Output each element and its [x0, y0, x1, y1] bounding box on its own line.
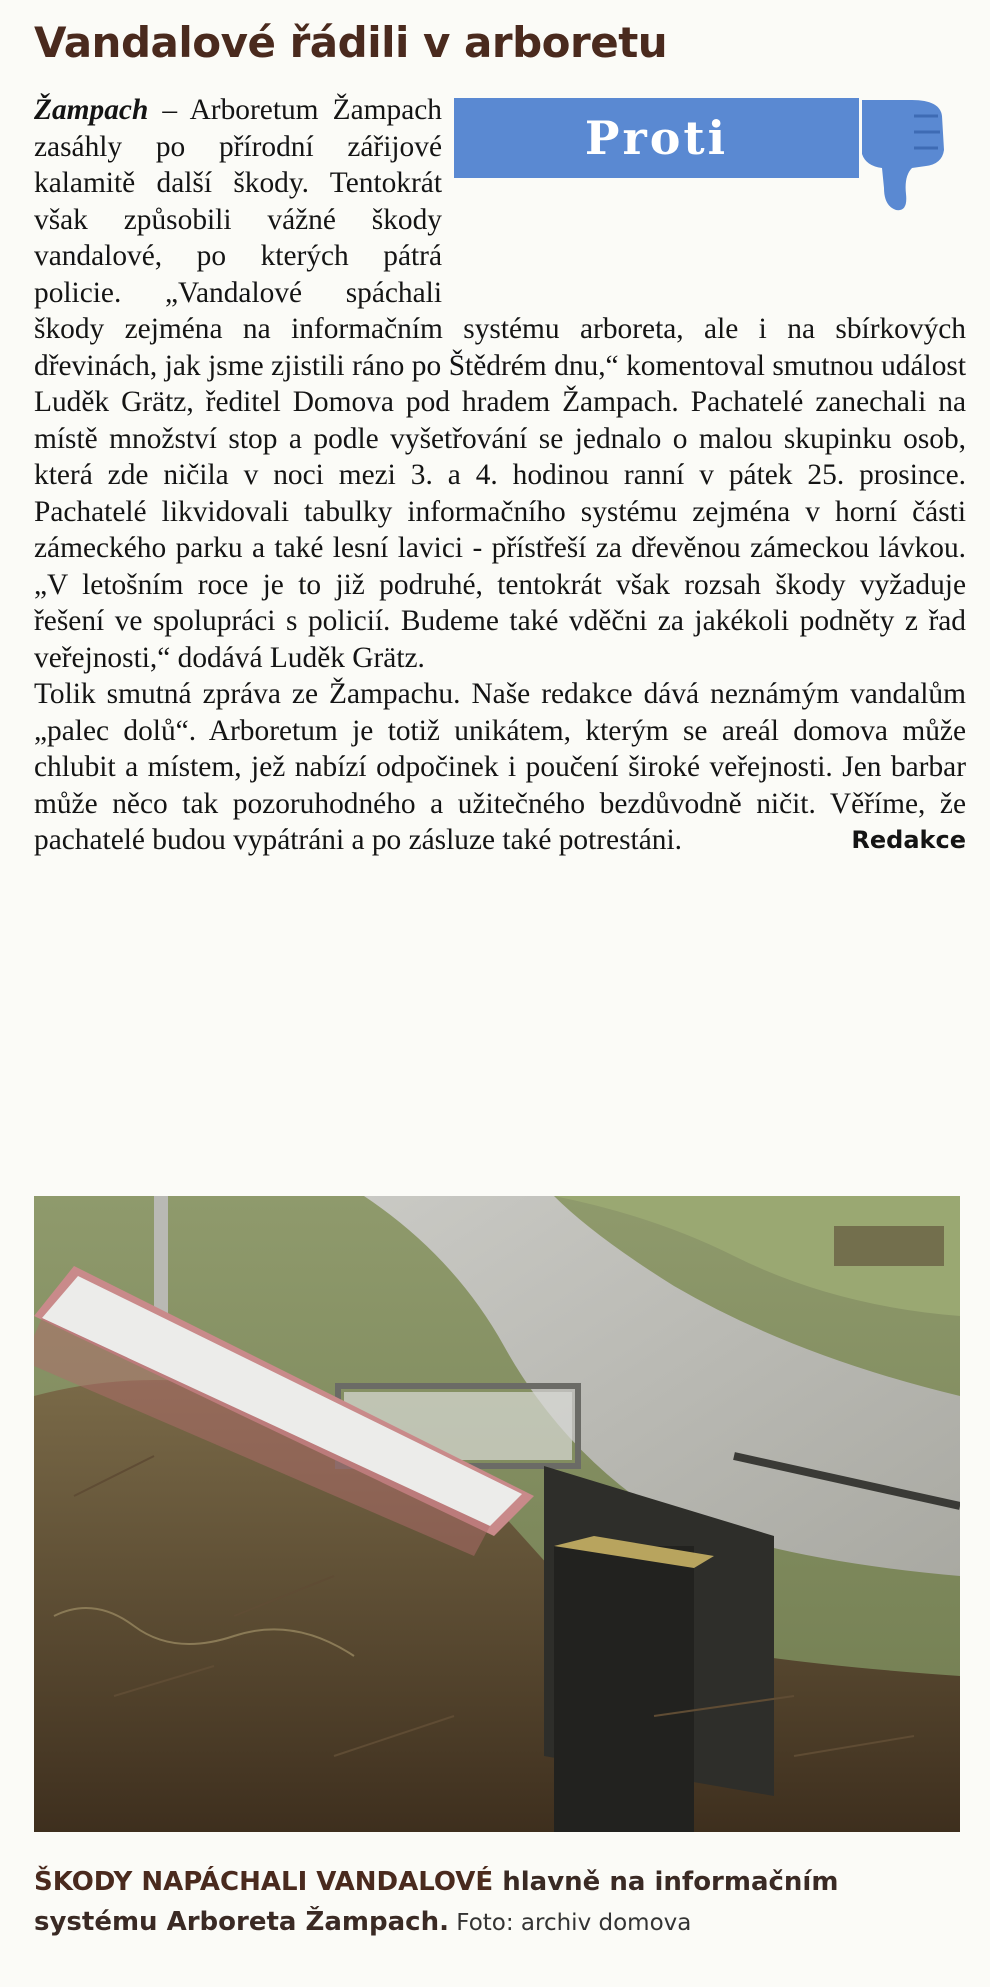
- article-body: [34, 92, 966, 859]
- caption-text: hlavně na informačním systému Arboreta Žampach.: [34, 1867, 839, 1937]
- article-headline: Vandalové řádili v arboretu: [34, 18, 668, 67]
- caption-lead: ŠKODY NAPÁCHALI VANDALOVÉ: [34, 1867, 494, 1897]
- signature: Redakce: [851, 826, 966, 854]
- damaged-signboard-photo: [34, 1196, 960, 1832]
- proti-label-text: Proti: [584, 111, 729, 165]
- dateline-place: Žampach: [34, 94, 149, 126]
- photo-illustration: [34, 1196, 960, 1832]
- lead-paragraph: – Arboretum Žampach zasáhly po přírodní zářijové kalamitě další škody. Tentokrát však způsobili vážné škody vandalové, po kterých pátrá policie.: [34, 94, 442, 309]
- caption-credit: Foto: archiv domova: [448, 1910, 692, 1936]
- paragraph-quote: „Vandalové spáchali škody zejména na informačním systému arboreta, ale i na sbírkových dřevinách, jak jsme zjistili ráno po Štědrém dnu,“ komentoval smutnou událost Luděk Grätz, ředitel Domova pod hradem Žampach. Pachatelé zanechali na místě množství stop a podle vyšetřování se jednalo o malou skupinku osob, která zde ničila v noci mezi 3. a 4. hodinou ranní v pátek 25. prosince. Pachatelé likvidovali tabulky informačního systému zejména v horní části zámeckého parku a také lesní lavici - přístřeší za dřevěnou zámeckou lávkou. „V letošním roce je to již podruhé, tentokrát však rozsah škody vyžaduje řešení ve spolupráci s policií. Budeme také vděčni za jakékoli podněty z řad veřejnosti,“ dodává Luděk Grätz.: [34, 276, 966, 674]
- paragraph-editorial: Tolik smutná zpráva ze Žampachu. Naše redakce dává neznámým vandalům „palec dolů“. Arboretum je totiž unikátem, kterým se areál domova může chlubit a místem, jež nabízí odpočinek i poučení široké veřejnosti. Jen barbar může něco tak pozoruhodného a užitečného bezdůvodně ničit. Věříme, že pachatelé budou vypátráni a po zásluze také potrestáni.: [34, 678, 966, 856]
- photo-caption: [34, 1862, 964, 1943]
- label-wrap-spacer: [442, 92, 966, 284]
